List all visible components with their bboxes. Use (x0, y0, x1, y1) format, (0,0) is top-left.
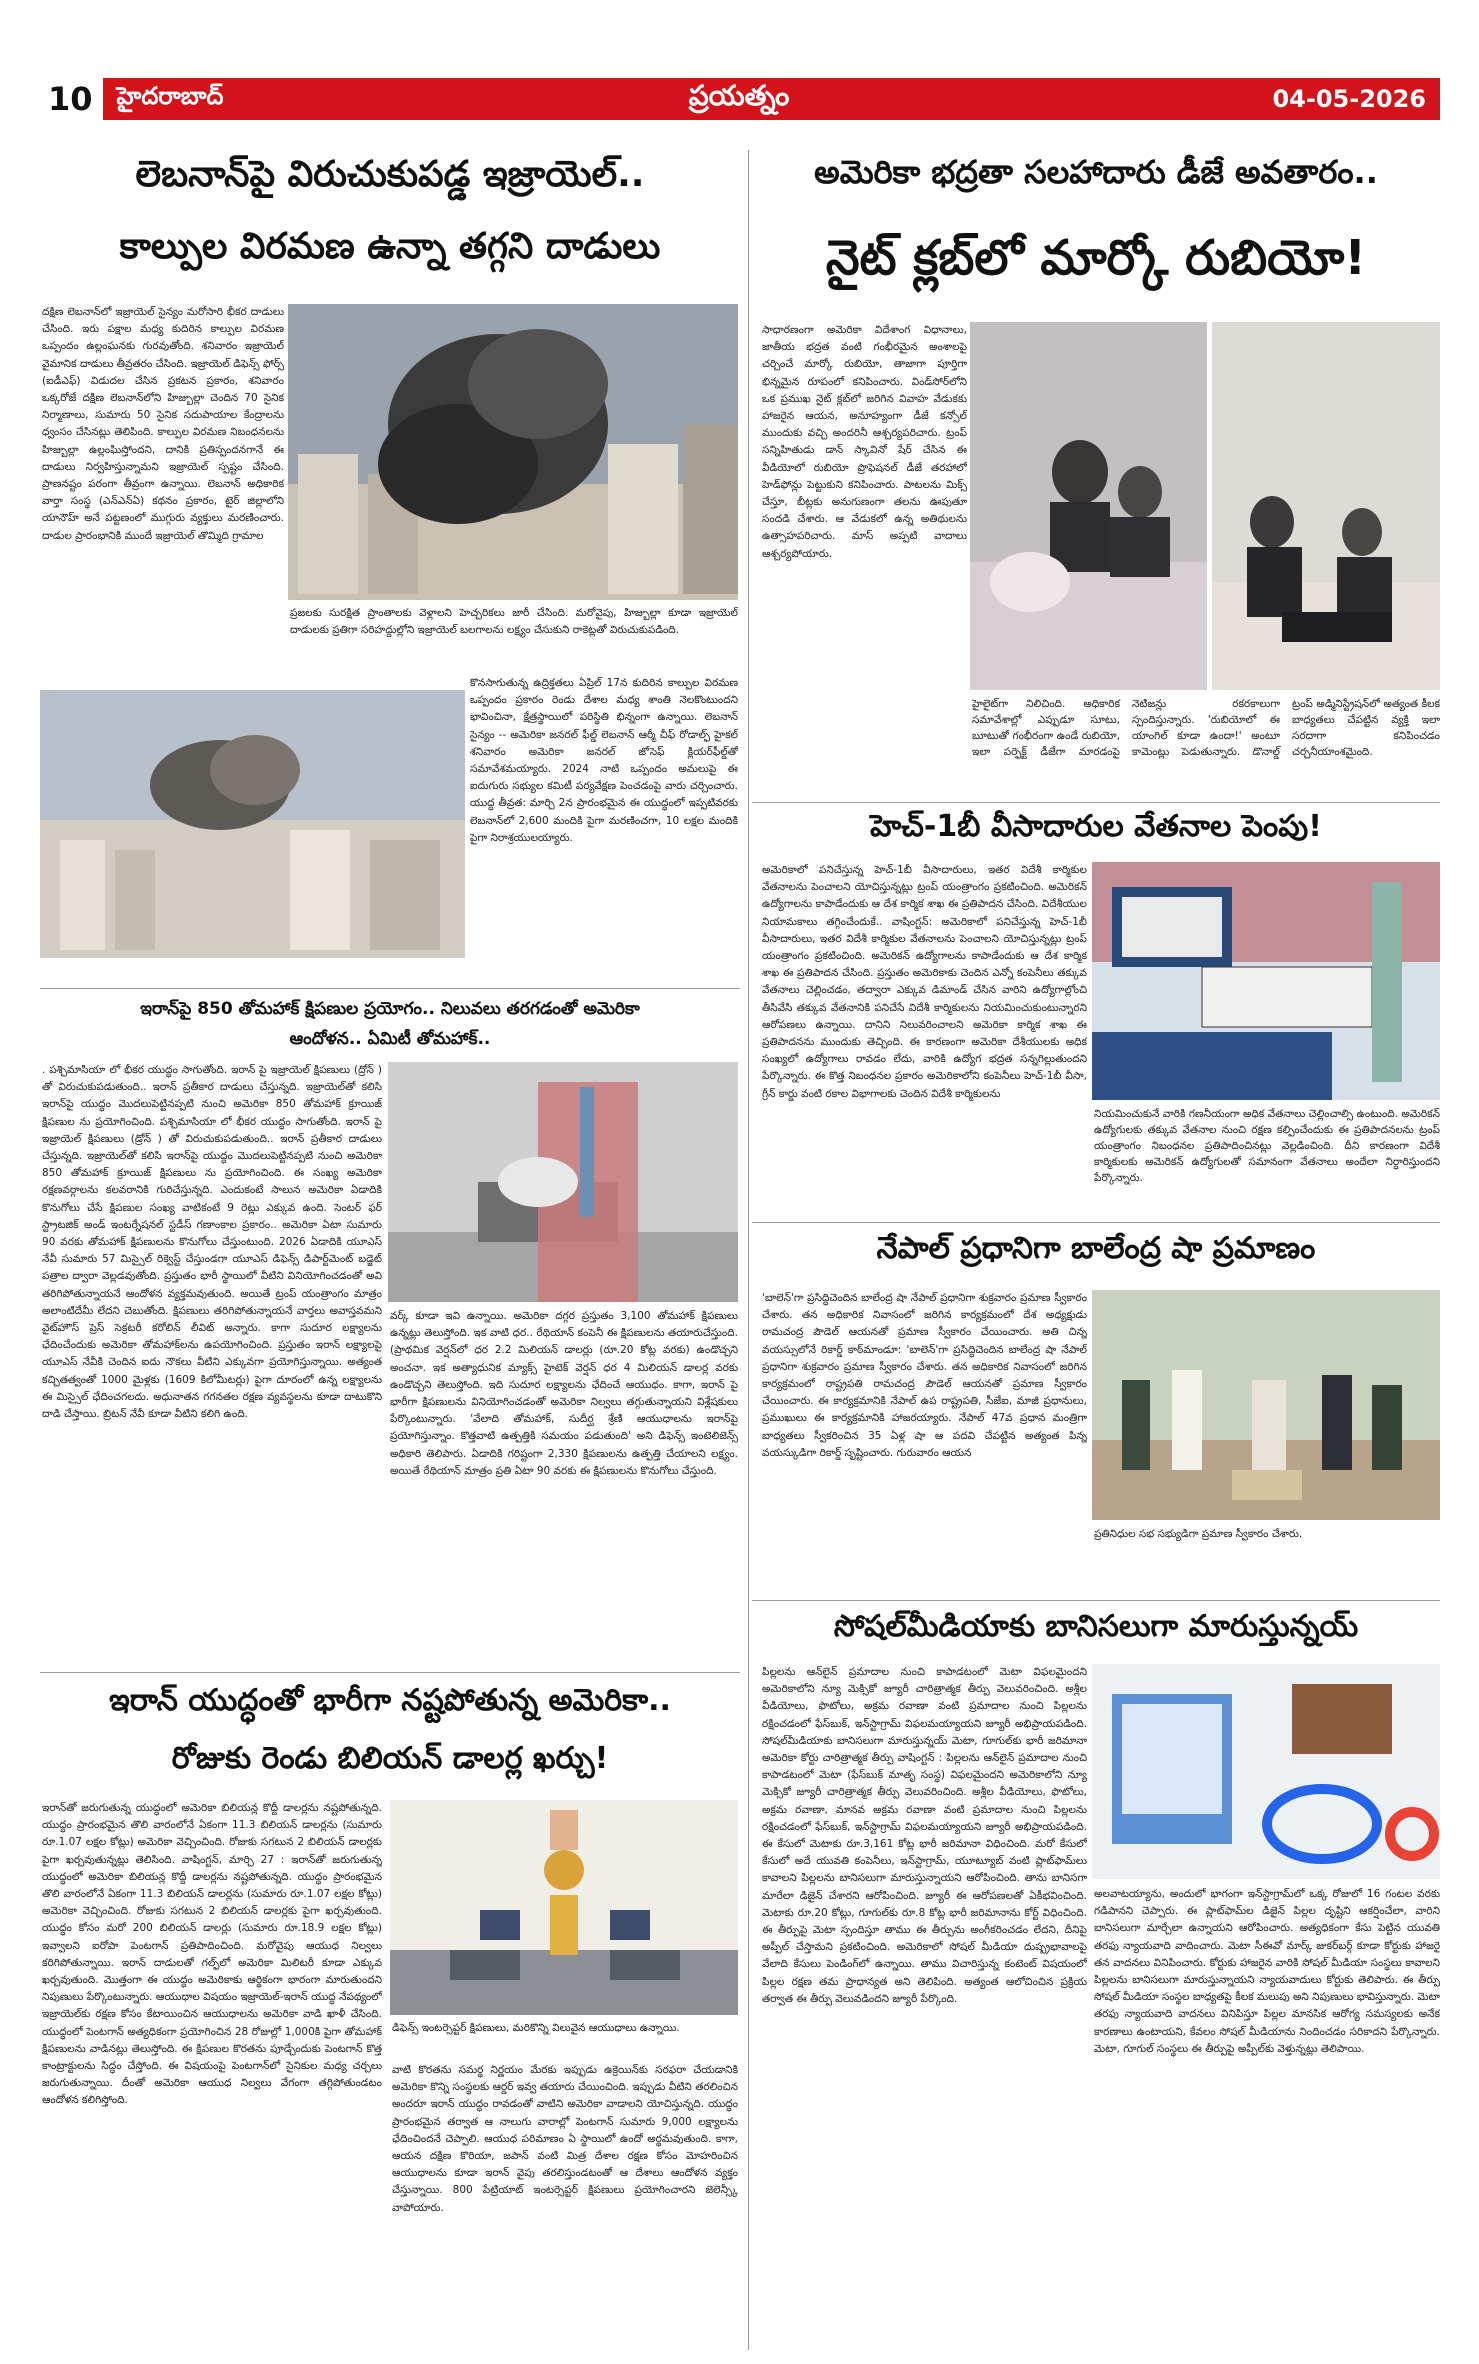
rubio-photo-1 (970, 322, 1207, 690)
page-number: 10 (38, 78, 103, 120)
war-cost-caption: డిఫెన్స్ ఇంటర్సెప్టర్ క్షిపణులు, మరికొన్ని విలువైన ఆయుధాలు ఉన్నాయి. (392, 2022, 680, 2034)
divider (40, 1672, 740, 1673)
social-caption: అలవాటయ్యాను, అందులో భాగంగా ఇన్‌స్టాగ్రామ్‌లో ఒక్క రోజులో 16 గంటల వరకు గడిపానని చెప్పారు. ఈ ప్లాట్‌ఫామ్‌ల డిజైన్ పిల్లల దృష్టిని ఆకర్షించేలా, వారిని బానిసలుగా మార్చేలా ఉన్నాయని ఆరోపించారు. అత్యధికంగా కేసు పెట్టిన యువతి తరఫు న్యాయవాది వాదించారు. మెటా సీఈవో మార్క్ జుకర్‌బర్గ్ కూడా కోర్టుకు హాజరై తన వాదనలు వినిపించారు. కోర్టుకు హాజరైన వారికి సోషల్ మీడియా సంస్థలు కావాలని పిల్లలను బానిసలుగా మారుస్తున్నాయని న్యాయవాదులు కోర్టుకు తెలిపారు. ఈ తీర్పు సోషల్ మీడియా సంస్థల బాధ్యతపై కీలక మలుపు అని నిపుణులు భావిస్తున్నారు. మెటా తరఫు న్యాయవాది వాదనలు వినిపిస్తూ పిల్లల మానసిక ఆరోగ్య సమస్యలకు అనేక కారణాలు ఉంటాయని, కేవలం సోషల్ మీడియాను నిందించడం సరికాదని పేర్కొన్నారు. మెటా, గూగుల్ సంస్థలు ఈ తీర్పుపై అప్పీల్‌కు వెళ్తున్నట్లు తెలిపాయి. (1094, 1888, 1440, 2055)
nepal-caption: ప్రతినిధుల సభ సభ్యుడిగా ప్రమాణ స్వీకారం చేశారు. (1094, 1528, 1303, 1540)
divider (752, 1600, 1440, 1601)
divider (40, 988, 740, 989)
rubio-headline-2: నైట్ క్లబ్‌లో మార్కో రుబియో! (825, 230, 1367, 286)
nepal-headline: నేపాల్ ప్రధానిగా బాలేంద్ర షా ప్రమాణం (876, 1231, 1316, 1266)
masthead (38, 78, 1440, 120)
iran-war-text-col2: వాటి కొరతను సమర్థ నిర్ణయం మేరకు ఇప్పుడు ఉక్రెయిన్‌కు సరఫరా చేయడానికి అమెరికా కొన్ని సంస్థలకు ఆర్డర్ ఇవ్వ తయారు చేయించింది. ఇప్పుడు వీటిని తరలించిన అందరూ ఇరాన్ యుద్ధం రావడంతో వాటిని అమెరికా వాడాలని యోచిస్తున్నది. యుద్ధం ప్రారంభమైన తర్వాత ఆ నాలుగు వారాల్లో పెంటగాన్ సుమారు 9,000 లక్ష్యాలను ఛేదించిందనే చెప్పాలి. ఆయుధ పరిమాణం ఏ స్థాయిలో ఉందో అర్థమవుతుంది. కాగా, ఆయన దక్షిణ కొరియా, జపాన్ వంటి మిత్ర దేశాల రక్షణ కోసం మోహరించిన ఆయుధాలను కూడా ఇరాన్ వైపు తరలిస్తుండటంతో ఆ దేశాలు ఆందోళన వ్యక్తం చేస్తున్నాయి. 800 పేట్రియాట్ ఇంటర్సెప్టర్ క్షిపణులు ప్రయోగించారని జెలెన్స్కీ వాపోయారు. (392, 2064, 738, 2214)
lebanon-photo-1 (288, 304, 738, 600)
city-name: హైదరాబాద్ (116, 82, 224, 110)
rubio-photo-2 (1212, 322, 1440, 690)
iran-war-headline-1: ఇరాన్ యుద్ధంతో భారీగా నష్టపోతున్న అమెరికా.. (109, 1683, 671, 1718)
iran-missiles-headline-1: ఇరాన్‌పై 850 తోమహాక్ క్షిపణుల ప్రయోగం.. నిలువలు తరగడంతో అమెరికా (140, 999, 640, 1019)
h1b-text-col1: అమెరికాలో పనిచేస్తున్న హెచ్-1బీ వీసాదారులు, ఇతర విదేశీ కార్మికుల వేతనాలను పెంచాలని యోచిస్తున్నట్లు ట్రంప్ యంత్రాంగం ప్రకటించింది. అమెరికన్ ఉద్యోగాలను కాపాడేందుకు ఆ దేశ కార్మిక శాఖ ఈ ప్రతిపాదన చేసింది. విదేశీయుల నియామకాలు తగ్గించేందుకే.. వాషింగ్టన్: అమెరికాలో పనిచేస్తున్న హెచ్-1బీ వీసాదారులు, ఇతర విదేశీ కార్మికుల వేతనాలను పెంచాలని యోచిస్తున్నట్లు ట్రంప్ యంత్రాంగం ప్రకటించింది. అమెరికన్ ఉద్యోగాలను కాపాడేందుకు ఆ దేశ కార్మిక శాఖ ఈ ప్రతిపాదన చేసింది. ప్రస్తుతం అమెరికాకు చెందిన ఎన్నో కంపెనీలు తక్కువ వేతనాలు చెల్లించడం, తద్వారా ఎక్కువ డిమాండ్ చేసిన వారిని ఉద్యోగాల్లోంచి తీసివేసి తక్కువ వేతనానికి పనిచేసే విదేశీ కార్మికులను నియమించుకుంటున్నారని ఆరోపణలు ఉన్నాయి. దానిని నిలువరించాలని అమెరికా కార్మిక శాఖ ఈ ప్రతిపాదనను ముందుకు తెచ్చింది. ఈ కారణంగా అమెరికా దేశీయులకు అధిక సంఖ్యలో ఉద్యోగాలు రావడం లేదు, వారికి ఉద్యోగ భద్రత సన్నగిల్లుతుందని పేర్కొన్నారు. ఈ కొత్త నిబంధనల ప్రకారం అమెరికాలోని కంపెనీలు హెచ్-1బీ వీసా, గ్రీన్ కార్డు వంటి రకాల విభాగాలకు చెందిన విదేశీ కార్మికులను (762, 864, 1087, 1100)
social-headline: సోషల్‌మీడియాకు బానిసలుగా మారుస్తున్నయ్ (833, 1609, 1359, 1644)
social-media-illustration (1092, 1664, 1440, 1879)
h1b-headline: హెచ్-1బీ వీసాదారుల వేతనాల పెంపు! (870, 809, 1322, 844)
issue-date: 04-05-2026 (1272, 85, 1426, 113)
paper-name: ప్రయత్నం (688, 79, 790, 112)
iran-missiles-text-col2: వర్క్ కూడా ఇవి ఉన్నాయి. అమెరికా దగ్గర ప్రస్తుతం 3,100 తోమహాక్ క్షిపణులు ఉన్నట్లు తెలుస్తోంది. ఇక వాటి ధర.. రేథియాన్ కంపెనీ ఈ క్షిపణులను తయారుచేస్తుంది. (ప్రాథమిక వెర్షన్‌లో ధర 2.2 మిలియన్ డాలర్లు (రూ.20 కోట్ల వరకు) ఉండొచ్చని అంచనా. ఇక అత్యాధునిక మ్యాక్స్ హైటెక్ వెర్షన్ ధర 4 మిలియన్ డాలర్ల వరకు ఉండొచ్చని తెలుస్తోంది. ఇది సుదూర లక్ష్యాలను ఛేదించే ఆయుధం. కాగా, ఇరాన్ పై భారీగా క్షిపణులను వినియోగించడంతో అమెరికా నిల్వలు తగ్గుతున్నాయని విశ్లేషకులు పేర్కొంటున్నారు. 'వేలాది తోమహాక్, సుదీర్ఘ శ్రేణి ఆయుధాలను ఇరాన్‌పై ప్రయోగిస్తున్నాం. కొత్తవాటి ఉత్పత్తికి సమయం పడుతుంది' అని డిఫెన్స్ ఇంటెలిజెన్స్ అధికారి తెలిపారు. ఏడాదికి గరిష్టంగా 2,330 క్షిపణులను ఉత్పత్తి చేయాలని లక్ష్యం. అయితే రేథియాన్ మాత్రం ప్రతి ఏటా 90 వరకు ఈ క్షిపణులను కొనుగోలు చేస్తుంది. (390, 1310, 738, 1477)
iran-war-text-col1: ఇరాన్‌తో జరుగుతున్న యుద్ధంలో అమెరికా బిలియన్ల కొద్దీ డాలర్లను నష్టపోతున్నది. యుద్ధం ప్రారంభమైన తొలి వారంలోనే ఏకంగా 11.3 బిలియన్ డాలర్లను (సుమారు రూ.1.07 లక్షల కోట్లు) అమెరికా వెచ్చించింది. రోజుకు సగటున 2 బిలియన్ డాలర్లకు పైగా ఖర్చవుతున్నట్లు తెలిసింది. వాషింగ్టన్, మార్చి 27 : ఇరాన్‌తో జరుగుతున్న యుద్ధంలో అమెరికా బిలియన్ల కొద్దీ డాలర్లను నష్టపోతున్నది. యుద్ధం ప్రారంభమైన తొలి వారంలోనే ఏకంగా 11.3 బిలియన్ డాలర్లను (సుమారు రూ.1.07 లక్షల కోట్లు) అమెరికా వెచ్చించింది. రోజుకు సగటున 2 బిలియన్ డాలర్లకు పైగా ఖర్చవుతుంది. యుద్ధం కోసం మరో 200 బిలియన్ డాలర్లు (సుమారు రూ.18.9 లక్షల కోట్లు) ఇవ్వాలని ఐరోపా పెంటగాన్ ప్రతిపాదించింది. మరోవైపు ఆయుధ నిల్వలు కరిగిపోతున్నాయి. ఇరాన్ దాడులతో గల్ఫ్‌లో అమెరికా మిలిటరీ కూడా ఎక్కువ ఖర్చవుతుంది. మొత్తంగా ఈ యుద్ధం అమెరికాకు ఆర్థికంగా భారంగా మారుతుందని నిపుణులు పేర్కొంటున్నారు. ఆయుధాల విషయం ఇజ్రాయెల్-ఇరాన్ యుద్ధ నేపథ్యంలో ఇజ్రాయెల్‌కు రక్షణ కోసం కేటాయించిన ఆయుధాలను అమెరికా వాడి ఖాళీ చేసింది. యుద్ధంలో పెంటగాన్ అత్యధికంగా ప్రయోగించిన 28 రోజుల్లో 1,000కి పైగా తోమహాక్ క్షిపణులను వాడినట్లు తెలుస్తోంది. ఈ క్షిపణుల కొరతను పూడ్చేందుకు పెంటగాన్ కొత్త కాంట్రాక్టులను సిద్ధం చేస్తోంది. ఈ విషయంపై పెంటగాన్‌లో సైనికుల మధ్య చర్చలు జరుగుతున్నాయి. దీంతో అమెరికా ఆయుధ నిల్వలు వేగంగా తగ్గిపోతుండటం ఆందోళన కలిగిస్తోంది. (42, 1802, 382, 2107)
page-divider (748, 150, 749, 2350)
nepal-swearing-in-photo (1092, 1290, 1440, 1520)
lebanon-headline-1: లెబనాన్‌పై విరుచుకుపడ్డ ఇజ్రాయెల్.. (135, 154, 645, 195)
rubio-text-col1: సాధారణంగా అమెరికా విదేశాంగ విధానాలు, జాతీయ భద్రత వంటి గంభీరమైన అంశాలపై చర్చించే మార్కో రుబియో, తాజాగా పూర్తిగా భిన్నమైన రూపంలో కనిపించారు. విండ్‌సోర్‌లోని ఒక ప్రముఖ నైట్ క్లబ్‌లో జరిగిన వివాహ వేడుకకు హాజరైన ఆయన, అనూహ్యంగా డీజే కన్సోల్ ముందుకు వచ్చి అందరినీ ఆశ్చర్యపరిచారు. ట్రంప్ సన్నిహితుడు డాన్ స్కావినో షేర్ చేసిన ఈ వీడియోలో రుబియో ప్రొఫెషనల్ డీజే తరహాలో హెడ్‌ఫోన్లు పెట్టుకుని కనిపించారు. పాటలను మిక్స్ చేస్తూ, బీట్లకు అనుగుణంగా తలను ఊపుతూ సందడి చేశారు. ఆ వేడుకలో ఉన్న అతిథులను ఉత్సాహపరిచారు. మాస్ అప్పటి వాదాలు ఆశ్చర్యపోయారు. (762, 324, 967, 560)
lebanon-text-col1: దక్షిణ లెబనాన్‌లో ఇజ్రాయెల్ సైన్యం మరోసారి భీకర దాడులు చేసింది. ఇరు పక్షాల మధ్య కుదిరిన కాల్పుల విరమణ ఒప్పందం ఉల్లంఘనకు గురవుతోంది. శనివారం ఇజ్రాయెల్ వైమానిక దాడులు తీవ్రతరం చేసింది. ఇజ్రాయెల్ డిఫెన్స్ ఫోర్స్ (ఐడీఎఫ్) విడుదల చేసిన ప్రకటన ప్రకారం, శనివారం ఒక్కరోజే దక్షిణ లెబనాన్‌లోని హిజ్బుల్లా చెందిన 70 సైనిక నిర్మాణాలు, సుమారు 50 సైనిక సదుపాయాల కేంద్రాలను ధ్వంసం చేసినట్లు తెలిపింది. కాల్పుల విరమణ నిబంధనలను హిజ్బుల్లా ఉల్లంఘిస్తోందని, దానికి ప్రతిస్పందనగానే ఈ దాడులు నిర్వహిస్తున్నామని ఇజ్రాయెల్ స్పష్టం చేసింది. ప్రాణనష్టం పరంగా తీవ్రంగా ఉన్నాయి. లెబనాన్ అధికారిక వార్తా సంస్థ (ఎన్‌ఎన్‌ఏ) కథనం ప్రకారం, టైర్ జిల్లాలోని యానౌహ్ అనే పట్టణంలో ముగ్గురు వ్యక్తులు మరణించారు. దాడుల ప్రారంభానికి ముందే ఇజ్రాయెల్ తొమ్మిది గ్రామాల (42, 306, 284, 542)
iran-missiles-headline-2: ఆందోళన.. ఏమిటీ తోమహాక్.. (289, 1029, 491, 1049)
h1b-visa-photo (1092, 862, 1440, 1100)
war-cost-illustration (390, 1800, 738, 2015)
rubio-caption: హైలైట్‌గా నిలిచింది. అధికారిక సమావేశాల్లో ఎప్పుడూ సూటు, బూటుతో గంభీరంగా ఉండే రుబియో, ఇలా పర్ఫెక్ట్ డీజేగా మారడంపై నెటిజన్లు రకరకాలుగా స్పందిస్తున్నారు. 'రుబియోలో ఈ యాంగిల్ కూడా ఉందా!' అంటూ కామెంట్లు పెడుతున్నారు. డొనాల్డ్ ట్రంప్ అడ్మినిస్ట్రేషన్‌లో అత్యంత కీలక బాధ్యతలు చేపట్టిన వ్యక్తి ఇలా సరదాగా కనిపించడం చర్చనీయాంశమైంది. (972, 698, 1440, 758)
lebanon-text-col3: కొనసాగుతున్న ఉద్రిక్తతలు ఏప్రిల్ 17న కుదిరిన కాల్పుల విరమణ ఒప్పందం ప్రకారం రెండు దేశాల మధ్య శాంతి నెలకొంటుందని భావించినా, క్షేత్రస్థాయిలో పరిస్థితి భిన్నంగా ఉన్నాయి. లెబనాన్ సైన్యం -- అమెరికా జనరల్ ఫీల్డ్ లెబనాన్ ఆర్మీ చీఫ్ రోడాల్ఫ్ హైకల్ శనివారం అమెరికా జనరల్ జోసెఫ్ క్లియర్‌ఫీల్డ్‌తో సమావేశమయ్యారు. 2024 నాటి ఒప్పందం అమలుపై ఈ ఐదుగురు సభ్యుల కమిటీ పర్యవేక్షణ పెంచడంపై వారు చర్చించారు. యుద్ధ తీవ్రత: మార్చి 2న ప్రారంభమైన ఈ యుద్ధంలో ఇప్పటివరకు లెబనాన్‌లో 2,600 మందికి పైగా మరణించగా, 10 లక్షల మందికి పైగా నిరాశ్రయులయ్యారు. (470, 677, 738, 844)
iran-missiles-text-col1: . పశ్చిమాసియా లో భీకర యుద్ధం సాగుతోంది. ఇరాన్ పై ఇజ్రాయెల్ క్షిపణులు (ద్రోన్ ) తో విరుచుకుపడుతుంది.. ఇరాన్ ప్రతీకార దాడులు చేస్తున్నది. ఇజ్రాయెల్‌తో కలిసి ఇరాన్‌పై యుద్ధం మొదలుపెట్టినప్పటి నుంచి అమెరికా 850 తోమహాక్ క్రూయిజ్ క్షిపణుల ను ప్రయోగించింది. పశ్చిమాసియా లో భీకర యుద్ధం సాగుతోంది. ఇరాన్ పై ఇజ్రాయెల్ క్షిపణులు (డ్రోన్ ) తో విరుచుకుపడుతుంది.. ఇరాన్ ప్రతీకార దాడులు చేస్తున్నది. ఇజ్రాయెల్‌తో కలిసి ఇరాన్‌పై యుద్ధం మొదలుపెట్టినప్పటి నుంచి అమెరికా 850 తోమహాక్ క్రూయిజ్ క్షిపణులు ను ప్రయోగించింది. ఈ సంఖ్య అమెరికా రక్షణవర్గాలను కలవరానికి గురిచేస్తున్నది. ఎందుకంటే సాలున అమెరికా ఏడాదికి కొనుగోలు చేసే క్షిపణుల సంఖ్య వాటికంటే 9 రెట్లు ఎక్కువ ఉంది. సెంటర్ ఫర్ స్ట్రాటజిక్ అండ్ ఇంటర్నేషనల్ స్టడీస్ గణాంకాల ప్రకారం.. అమెరికా ఏటా సుమారు 90 వరకు తోమహాక్ క్షిపణులను కొనుగోలు చేస్తుంటుంది. 2026 ఏడాదికి యూఎస్ నేవీ సుమారు 57 మిస్సైల్ రిక్వెస్ట్ చేస్తుండగా యూఎస్ డిఫెన్స్ డిపార్ట్‌మెంట్ బడ్జెట్ పత్రాల ద్వారా వెల్లడవుతోంది. ప్రస్తుతం భారీ స్థాయిలో వీటిని వినియోగించడంతో అవి తరిగిపోతున్నాయనే ఆందోళన వ్యక్తమవుతుంది. అయితే ట్రంప్ యంత్రాంగం మాత్రం అలాంటిదేమీ లేదని చెబుతోంది. క్షిపణులు తరిగిపోతున్నాయనే వార్తలు అవాస్తవమని వైట్‌హౌస్ ప్రెస్ సెక్రటరీ కరోలిన్ లీవిట్ అన్నారు. కాగా సుదూర లక్ష్యాలను ఛేదించేందుకు అమెరికా తోమహాక్‌లను ఉపయోగించింది. ప్రస్తుతం ఇరాన్ లక్ష్యాలపై యూఎస్ నేవీకి చెందిన ఐదు నౌకలు వీటిని ఎక్కువగా ప్రయోగిస్తున్నాయి. అత్యంత కచ్చితత్వంతో 1000 మైళ్లకు (1609 కిలోమీటర్లు) పైగా దూరంలో ఉన్న లక్ష్యాలను ఈ మిస్సైల్ ఛేదించగలదు. అధునాతన గగనతల రక్షణ వ్యవస్థలను కూడా దాటుకొని దాడి చేస్తాయి. బ్రిటన్ నేవీ కూడా వీటిని కలిగి ఉంది. (42, 1064, 382, 1421)
h1b-caption: నియమించుకునే వారికి గణనీయంగా అధిక వేతనాలు చెల్లించాల్సి ఉంటుంది. అమెరికన్ ఉద్యోగులకు తక్కువ వేతనాల నుంచి రక్షణ కల్పించేందుకు ఈ ప్రతిపాదనలను ట్రంప్ యంత్రాంగం నిబంధనల ప్రతిపాదించినట్లు వెల్లడించింది. దీని కారణంగా విదేశీ కార్మికులకు అమెరికన్ ఉద్యోగులతో సమానంగా వేతనాలు అందేలా నిర్ధారిస్తుందని పేర్కొన్నారు. (1094, 1108, 1440, 1184)
lebanon-photo-2 (40, 690, 465, 958)
iran-war-headline-2: రోజుకు రెండు బిలియన్ డాలర్ల ఖర్చు! (171, 1741, 609, 1776)
social-text-col1: పిల్లలను ఆన్‌లైన్ ప్రమాదాల నుంచి కాపాడటంలో మెటా విఫలమైందని అమెరికాలోని న్యూ మెక్సికో జ్యూరీ చారిత్రాత్మక తీర్పు వెలువరించింది. అశ్లీల వీడియోలు, ఫొటోలు, అక్రమ రవాణా వంటి ప్రమాదాల నుంచి పిల్లలను రక్షించడంలో ఫేస్‌బుక్, ఇన్‌స్టాగ్రామ్ విఫలమయ్యాయని జ్యూరీ అభిప్రాయపడింది. సోషల్‌మీడియాకు బానిసలుగా మారుస్తున్నయ్ మెటా, గూగుల్‌కు భారీ జరిమానా అమెరికా కోర్టు చారిత్రాత్మక తీర్పు వాషింగ్టన్ : పిల్లలను ఆన్‌లైన్ ప్రమాదాల నుంచి కాపాడటంలో మెటా (ఫేస్‌బుక్ మాతృ సంస్థ) విఫలమైందని అమెరికాలోని న్యూ మెక్సికో జ్యూరీ చారిత్రాత్మక తీర్పు వెలువరించింది. అశ్లీల వీడియోలు, ఫొటోలు, అక్రమ రవాణా, మానవ అక్రమ రవాణా వంటి ప్రమాదాల నుంచి పిల్లలను రక్షించడంలో ఫేస్‌బుక్, ఇన్‌స్టాగ్రామ్ విఫలమయ్యాయని జ్యూరీ అభిప్రాయపడింది. ఈ కేసులో మెటాకు రూ.3,161 కోట్ల భారీ జరిమానా విధించింది. మరో కేసులో కేసులో అదే యువతి కంపెనీలు, ఇన్‌స్టాగ్రామ్, యూట్యూబ్ వంటి ప్లాట్‌ఫామ్‌లు కావాలని పిల్లలను బానిసలుగా మారుస్తున్నాయని ఆరోపించింది. తాను బానిసగా మారేలా డిజైన్ చేశారని ఆరోపించింది. జ్యూరీ ఈ ఆరోపణలతో ఏకీభవించింది. మెటాకు రూ.20 కోట్లు, గూగుల్‌కు రూ.8 కోట్ల భారీ జరిమానాను కోర్ట్ విధించింది. ఈ తీర్పుపై మెటా స్పందిస్తూ తాము ఈ తీర్పును అంగీకరించడం లేదని, దీనిపై అప్పీల్ చేస్తామని ప్రకటించింది. అమెరికాలో సోషల్ మీడియా దుష్ప్రభావాలపై వేలాది కేసులు పెండింగ్‌లో ఉన్నాయి. తాము విచారిస్తున్న కంటెంట్ విషయంలో పిల్లల రక్షణ తమ ప్రాధాన్యత అని తెలిపింది. అత్యంత ఆలోచించిన ప్రక్రియ తర్వాత ఈ తీర్పు వెలువడిందని జ్యూరీ పేర్కొంది. (762, 1666, 1087, 2005)
lebanon-text-col2: ప్రజలకు సురక్షిత ప్రాంతాలకు వెళ్లాలని హెచ్చరికలు జారీ చేసింది. మరోవైపు, హిజ్బుల్లా కూడా ఇజ్రాయెల్ దాడులకు ప్రతిగా సరిహద్దుల్లోని ఇజ్రాయెల్ బలగాలను లక్ష్యం చేసుకుని రాకెట్లతో విరుచుకుపడింది. (290, 607, 738, 637)
divider (752, 802, 1440, 803)
nepal-text-col1: 'బాలెన్‌'గా ప్రసిద్ధిచెందిన బాలేంద్ర షా నేపాల్ ప్రధానిగా శుక్రవారం ప్రమాణ స్వీకారం చేశారు. తన అధికారిక నివాసంలో జరిగిన కార్యక్రమంలో దేశ అధ్యక్షుడు రామచంద్ర పౌడెల్ ఆయనతో ప్రమాణ స్వీకారం చేయించారు. అతి చిన్న వయస్సులోనే రికార్డ్ కాఠ్‌మాండూ: 'బాలెన్‌'గా ప్రసిద్ధిచెందిన బాలేంద్ర షా నేపాల్ ప్రధానిగా శుక్రవారం ప్రమాణ స్వీకారం చేశారు. తన అధికారిక నివాసంలో జరిగిన కార్యక్రమంలో రాష్ట్రపతి రామచంద్ర పౌడెల్ ఆయనతో ప్రమాణ స్వీకారం చేయించారు. ఈ కార్యక్రమానికి నేపాల్ ఉప రాష్ట్రపతి, సీజేఐ, మాజీ ప్రధానులు, ప్రముఖులు ఈ కార్యక్రమానికి హాజరయ్యారు. నేపాల్ 47వ ప్రధాన మంత్రిగా బాధ్యతలు స్వీకరించిన 35 ఏళ్ల షా ఆ పదవి చేపట్టిన అత్యంత పిన్న వయస్కుడిగా రికార్డ్ సృష్టించారు. గురువారం ఆయన (762, 1292, 1087, 1459)
divider (752, 1222, 1440, 1223)
rubio-headline-1: అమెరికా భద్రతా సలహాదారు డీజే అవతారం.. (814, 153, 1378, 191)
tomahawk-photo (388, 1062, 738, 1302)
lebanon-headline-2: కాల్పుల విరమణ ఉన్నా తగ్గని దాడులు (119, 226, 661, 267)
